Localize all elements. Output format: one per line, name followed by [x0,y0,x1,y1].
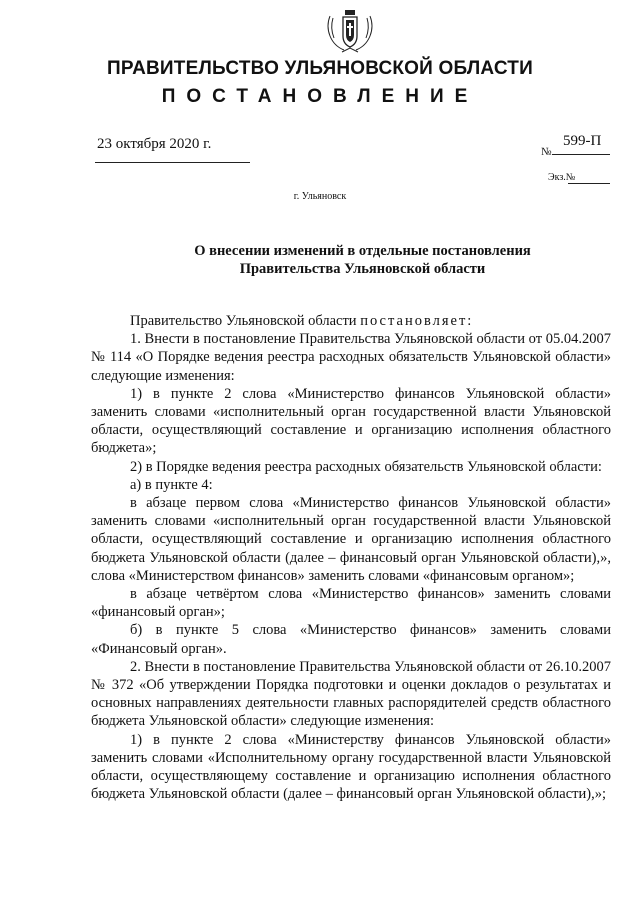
city: г. Ульяновск [293,191,347,202]
intro-verb: постановляет [360,313,468,329]
document-type: ПОСТАНОВЛЕНИЕ [161,86,479,107]
paragraph: 1) в пункте 2 слова «Министерству финансов Ульяновской области» заменить словами «Исполнительному органу государственной власти Ульяновской области, осуществляющему составление и организацию исполнения областного бюджета Ульяновской области (далее – финансовый орган Ульяновской области),»; [91,731,611,803]
date-underline [95,162,250,163]
intro-lead: Правительство Ульяновской области [130,313,361,329]
coat-of-arms-icon [322,6,378,56]
paragraph: 2) в Порядке ведения реестра расходных обязательств Ульяновской области: [130,458,602,475]
document-number: 599-П [563,133,602,149]
title-line-1: О внесении изменений в отдельные постановления [194,243,531,259]
paragraph: б) в пункте 5 слова «Министерство финансов» заменить словами «Финансовый орган». [91,622,611,657]
title-line-2: Правительства Ульяновской области [239,261,486,277]
paragraph: 2. Внести в постановление Правительства Ульяновской области от 26.10.2007 № 372 «Об утверждении Порядка подготовки и оценки докладов о результатах и основных направлениях деятельности главных распорядителей средств областного бюджета Ульяновской области» следующие изменения: [91,658,611,730]
paragraph: в абзаце первом слова «Министерство финансов Ульяновской области» заменить словами «исполнительный орган государственной власти Ульяновской области, осуществляющий составление и организацию исполнения областного бюджета Ульяновской области (далее – финансовый орган Ульяновской области),», слова «Министерством финансов» заменить словами «финансовым органом»; [91,495,611,584]
document-title [0,242,640,278]
intro-paragraph [91,312,611,330]
document-date: 23 октября 2020 г. [97,136,212,152]
document-body [91,312,611,803]
number-label: № [541,146,552,158]
paragraph: 1) в пункте 2 слова «Министерство финансов Ульяновской области» заменить словами «исполнительный орган государственной власти Ульяновской области, осуществляющий составление и организацию исполнения областного бюджета»; [91,385,611,457]
intro-tail: : [467,313,472,329]
copy-number-underline [568,183,610,184]
copy-number-label: Экз.№ [548,172,576,183]
paragraph: в абзаце четвёртом слова «Министерство финансов» заменить словами «финансовый орган»; [91,586,611,621]
organization-name: ПРАВИТЕЛЬСТВО УЛЬЯНОВСКОЙ ОБЛАСТИ [107,58,533,79]
paragraph: а) в пункте 4: [130,476,213,493]
paragraph: 1. Внести в постановление Правительства Ульяновской области от 05.04.2007 № 114 «О Порядке ведения реестра расходных обязательств Ульяновской области» следующие изменения: [91,331,611,384]
number-underline [552,154,610,155]
